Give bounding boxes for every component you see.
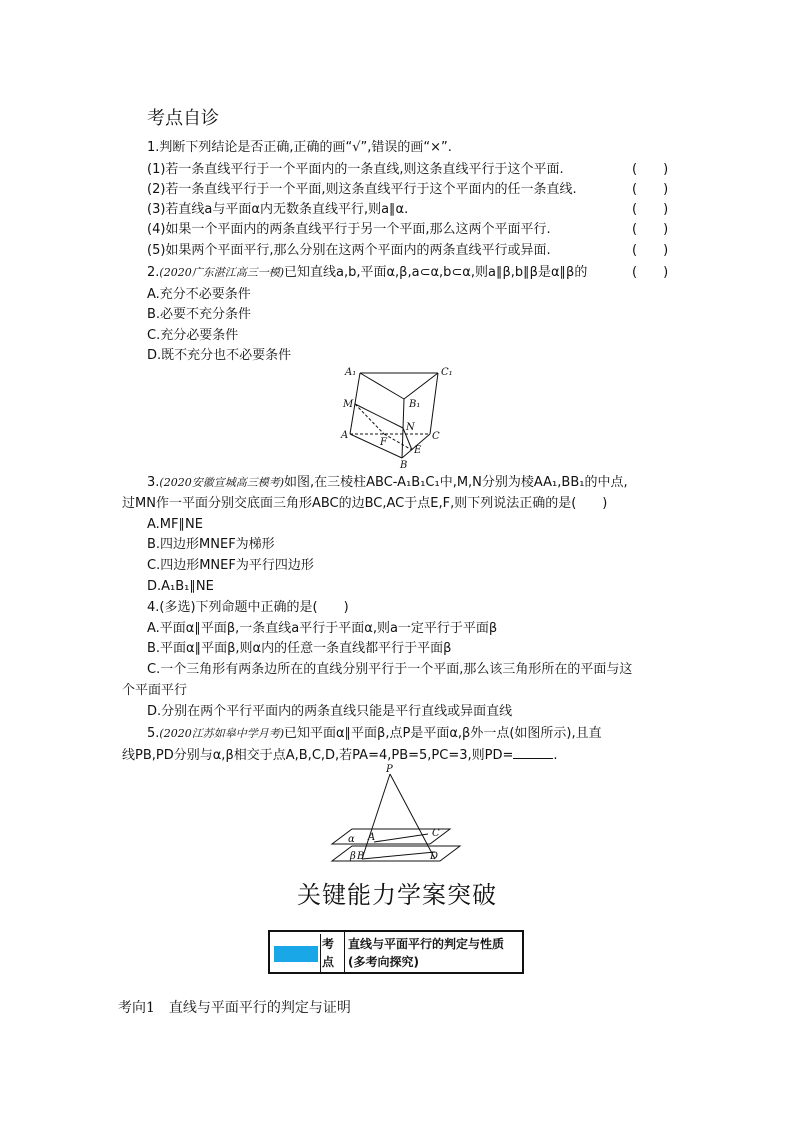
label-F: F [380,437,387,448]
edge-A-B [350,434,402,458]
q1-item-1: (1)若一条直线平行于一个平面内的一条直线,则这条直线平行于这个平面. [147,162,564,177]
label-beta: β [350,851,356,862]
q1-paren-5: ( ) [632,243,669,258]
q3-number: 3. [147,475,160,490]
q4-option-c: C.一个三角形有两条边所在的直线分别平行于一个平面,那么该三角形所在的平面与这 [147,662,633,677]
q5-source: (2020江苏如皋中学月考) [159,727,284,740]
kaoxiang-title: 考向1 直线与平面平行的判定与证明 [118,1000,351,1016]
q1-stem: 1.判断下列结论是否正确,正确的画“√”,错误的画“×”. [147,140,452,155]
label-M: M [343,399,354,410]
q5-stem-end: . [553,748,558,763]
edge-F-E [384,434,412,450]
q2-stem: 已知直线a,b,平面α,β,a⊂α,b⊂α,则a∥β,b∥β是α∥β的 [283,265,588,280]
label-C1: C₁ [441,367,453,378]
chapter-title: 关键能力学案突破 [297,881,497,909]
label-P: P [386,764,393,775]
kaodian-box [268,930,524,974]
q5-stem-b: 线PB,PD分别与α,β相交于点A,B,C,D,若PA=4,PB=5,PC=3,则PD= [122,748,514,763]
kaodian-label: 考点 [322,937,335,969]
q3-option-d: D.A₁B₁∥NE [147,579,214,594]
q4-option-a: A.平面α∥平面β,一条直线a平行于平面α,则a一定平行于平面β [147,621,498,636]
label-B: B [400,460,408,470]
q2-source: (2020广东湛江高三一模) [159,266,284,279]
q1-item-4: (4)如果一个平面内的两条直线平行于另一个平面,那么这两个平面平行. [147,222,551,237]
label-C: C [432,431,440,442]
q2-option-b: B.必要不充分条件 [147,307,252,322]
q3-source: (2020安徽宣城高三模考) [159,476,284,489]
q4-option-b: B.平面α∥平面β,则α内的任意一条直线都平行于平面β [147,641,452,656]
q3-option-c: C.四边形MNEF为平行四边形 [147,558,314,573]
q2-option-c: C.充分必要条件 [147,328,239,343]
q1-item-5: (5)如果两个平面平行,那么分别在这两个平面内的两条直线平行或异面. [147,243,551,258]
kaodian-text: 直线与平面平行的判定与性质(多考向探究) [348,937,505,969]
edge-B1-C1 [404,373,438,399]
q4-option-d: D.分别在两个平行平面内的两条直线只能是平行直线或异面直线 [147,704,513,719]
q1-paren-2: ( ) [632,182,669,197]
q2-option-d: D.既不充分也不必要条件 [147,348,292,363]
label-B1: B₁ [409,399,421,410]
edge-C1-C [430,373,438,434]
q2-stem-line [147,264,587,281]
label-A1: A₁ [345,367,357,378]
label-B: B [357,851,365,862]
q2-number: 2. [147,265,160,280]
q3-stem-line-2: 过MN作一平面分别交底面三角形ABC的边BC,AC于点E,F,则下列说法正确的是( ) [122,496,608,511]
q3-option-b: B.四边形MNEF为梯形 [147,537,275,552]
kaodian-divider [344,932,345,972]
planes-figure [330,762,470,866]
q4-stem: 4.(多选)下列命题中正确的是( ) [147,600,349,615]
label-alpha: α [348,834,355,845]
q2-option-a: A.充分不必要条件 [147,287,251,302]
q3-stem-line-1 [147,474,628,491]
q1-item-3: (3)若直线a与平面α内无数条直线平行,则a∥α. [147,202,409,217]
label-D: D [430,851,439,862]
kaodian-marker [274,946,318,962]
label-A: A [341,430,349,441]
line-B-D [362,852,435,859]
q3-option-a: A.MF∥NE [147,517,203,532]
label-E: E [414,445,422,456]
q1-paren-1: ( ) [632,162,669,177]
q1-paren-3: ( ) [632,202,669,217]
q5-answer-blank[interactable] [513,746,553,759]
q2-paren: ( ) [632,265,669,280]
label-C: C [432,828,440,839]
edge-M-F [355,404,384,434]
q4-option-c-cont: 个平面平行 [122,683,188,698]
q1-item-2: (2)若一条直线平行于一个平面,则这条直线平行于这个平面内的任一条直线. [147,182,577,197]
label-N: N [406,422,415,433]
section-title: 考点自诊 [147,108,219,129]
prism-figure [340,362,460,470]
q1-paren-4: ( ) [632,222,669,237]
q5-number: 5. [147,726,160,741]
q5-stem-line-1 [147,725,602,742]
q5-stem-a: 已知平面α∥平面β,点P是平面α,β外一点(如图所示),且直 [283,726,602,741]
edge-M-N [355,404,403,428]
q3-stem-a: 如图,在三棱柱ABC-A₁B₁C₁中,M,N分别为棱AA₁,BB₁的中点, [283,475,628,490]
line-A-C [374,834,428,842]
edge-A1-B1 [360,373,404,399]
label-A: A [368,832,376,843]
